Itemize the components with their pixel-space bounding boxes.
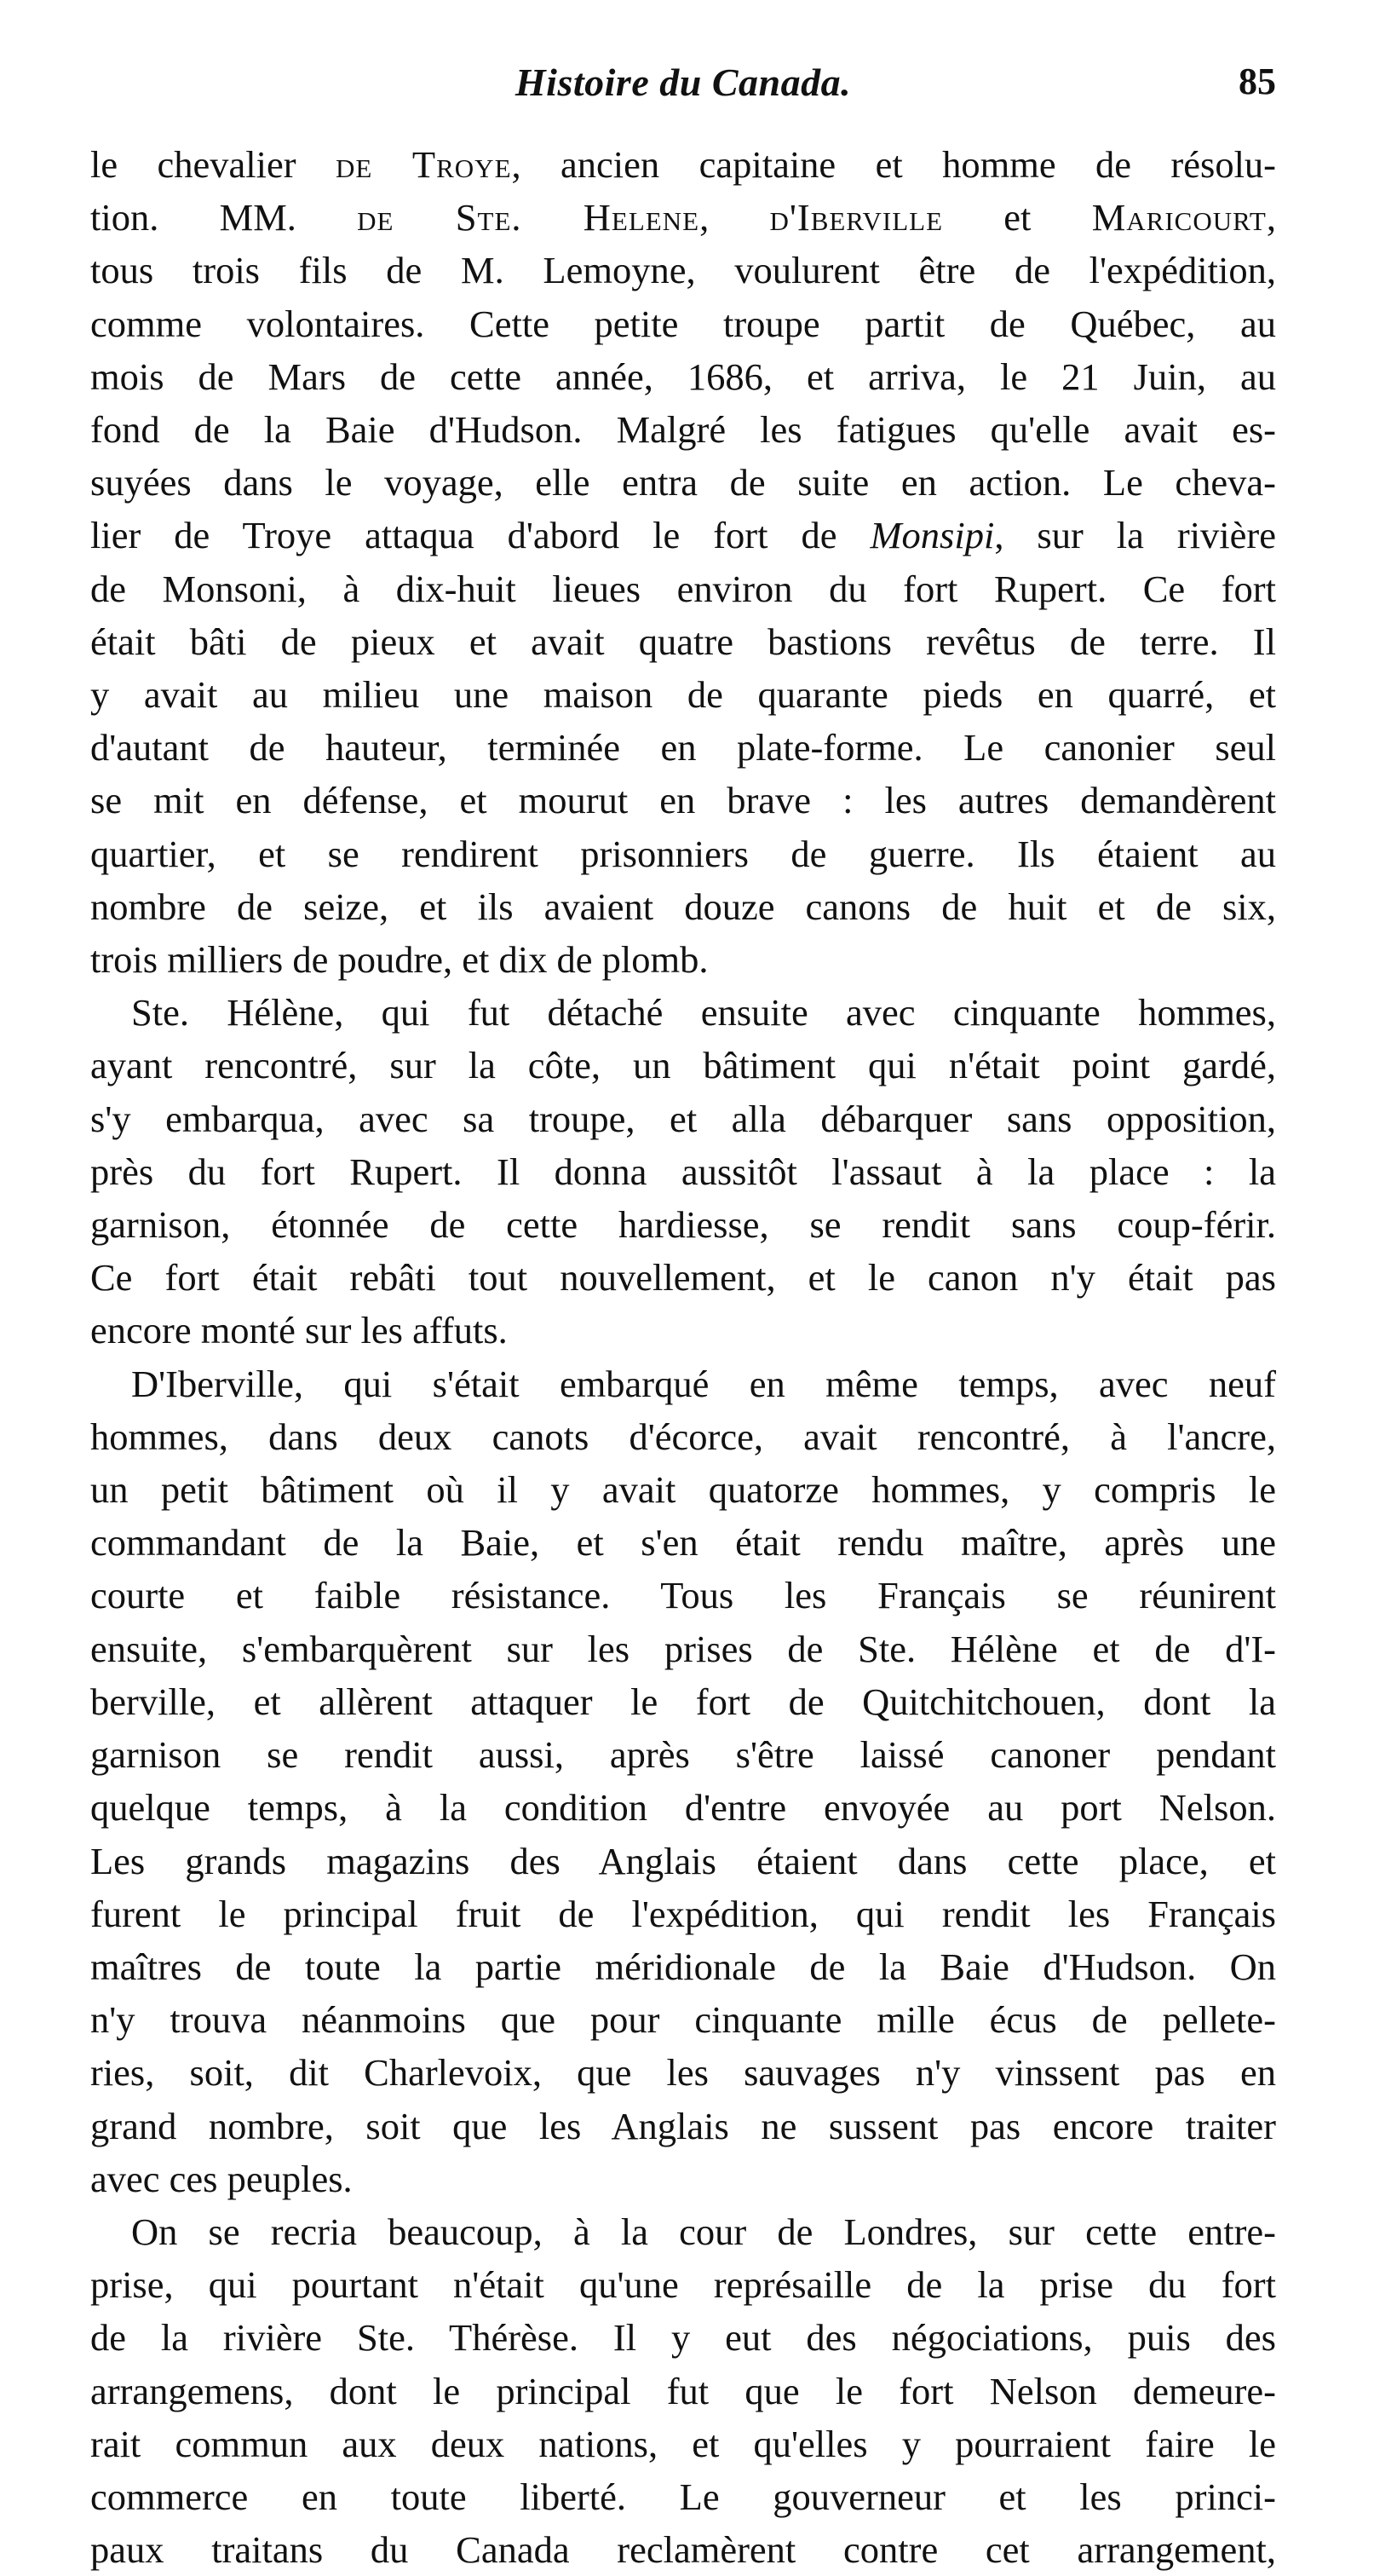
text-run: mois de Mars de cette année, 1686, et arriva, le 21 Juin, au [90,354,1276,398]
text-line [90,774,1276,827]
text-run: encore monté sur les affuts. [90,1309,508,1352]
text-line [90,1728,1276,1781]
text-run: et [943,196,1092,239]
text-run: garnison se rendit aussi, après s'être laissé canoner pendant [90,1733,1276,1777]
text-line [90,2205,1276,2258]
text-line [90,1516,1276,1569]
text-run: On se recria beaucoup, à la cour de Londres, sur cette entre- [131,2210,1276,2253]
text-run: Ce fort était rebâti tout nouvellement, et le canon n'y était pas [90,1256,1276,1300]
text-run: d'autant de hauteur, terminée en plate-forme. Le canonier seul [90,726,1276,769]
text-line [90,721,1276,774]
text-line [90,562,1276,615]
text-run: maîtres de toute la partie méridionale de la Baie d'Hudson. On [90,1945,1276,1988]
body-text [90,138,1276,2576]
page-number: 85 [1239,61,1276,102]
text-line [90,827,1276,880]
text-run: D'Iberville, qui s'était embarqué en même temps, avec neuf [131,1362,1276,1405]
text-run: , [1266,196,1276,239]
text-line [90,2365,1276,2418]
text-run: paux traitans du Canada reclamèrent contre cet arrangement, [90,2528,1276,2572]
running-head [90,51,1276,119]
text-run: quelque temps, à la condition d'entre envoyée au port Nelson. [90,1786,1276,1830]
text-run: s'y embarqua, avec sa troupe, et alla débarquer sans opposition, [90,1097,1276,1140]
text-line [90,1887,1276,1940]
text-line [90,1092,1276,1145]
text-line [90,1940,1276,1993]
small-caps-name: de Troye [336,143,512,186]
text-run: trois milliers de poudre, et dix de plomb. [90,938,709,982]
text-line [90,1993,1276,2046]
text-run: , ancien capitaine et homme de résolu- [511,143,1276,186]
text-run: arrangemens, dont le principal fut que le fort Nelson demeure- [90,2369,1276,2412]
text-line [90,2046,1276,2099]
text-run: ayant rencontré, sur la côte, un bâtiment qui n'était point gardé, [90,1044,1276,1087]
text-run: quartier, et se rendirent prisonniers de guerre. Ils étaient au [90,832,1276,875]
text-line [90,1198,1276,1251]
text-line [90,509,1276,562]
text-run: garnison, étonnée de cette hardiesse, se rendit sans coup-férir. [90,1203,1276,1247]
book-page [90,51,1276,2576]
text-line [90,1835,1276,1887]
text-run: tion. MM. [90,196,358,239]
text-run: avec ces peuples. [90,2157,353,2200]
text-line [90,297,1276,350]
small-caps-name: d'Iberville [769,196,944,239]
text-run: un petit bâtiment où il y avait quatorze hommes, y compris le [90,1468,1276,1512]
text-run: tous trois fils de M. Lemoyne, voulurent être de l'expédition, [90,249,1276,292]
text-line [90,615,1276,668]
text-run: ensuite, s'embarquèrent sur les prises de Ste. Hélène et de d'I- [90,1627,1276,1670]
text-line [90,1622,1276,1675]
text-line [90,1357,1276,1410]
text-line [90,1039,1276,1092]
text-run: se mit en défense, et mourut en brave : les autres demandèrent [90,779,1276,822]
text-line [90,1145,1276,1198]
text-run: ries, soit, dit Charlevoix, que les sauvages n'y vinssent pas en [90,2051,1276,2095]
text-run: hommes, dans deux canots d'écorce, avait rencontré, à l'ancre, [90,1415,1276,1458]
text-run: de Monsoni, à dix-huit lieues environ du fort Rupert. Ce fort [90,567,1276,610]
text-run: suyées dans le voyage, elle entra de suite en action. Le cheva- [90,461,1276,504]
text-line [90,1781,1276,1834]
text-run: comme volontaires. Cette petite troupe partit de Québec, au [90,302,1276,345]
text-line [90,2470,1276,2523]
text-run: prise, qui pourtant n'était qu'une représaille de la prise du fort [90,2263,1276,2307]
text-run: commandant de la Baie, et s'en était rendu maître, après une [90,1521,1276,1565]
text-line [90,1410,1276,1463]
text-run: grand nombre, soit que les Anglais ne sussent pas encore traiter [90,2104,1276,2147]
text-line [90,668,1276,721]
text-run: de la rivière Ste. Thérèse. Il y eut des négociations, puis des [90,2316,1276,2360]
text-line [90,2258,1276,2311]
text-run: rait commun aux deux nations, et qu'elles y pourraient faire le [90,2422,1276,2465]
text-line [90,2418,1276,2470]
text-line [90,138,1276,191]
text-run: berville, et allèrent attaquer le fort de Quitchitchouen, dont la [90,1680,1276,1723]
text-line [90,1675,1276,1728]
text-line [90,456,1276,509]
text-line [90,1304,1276,1357]
text-run: le chevalier [90,143,336,186]
text-line [90,2100,1276,2152]
text-run: était bâti de pieux et avait quatre bastions revêtus de terre. Il [90,620,1276,663]
text-run: près du fort Rupert. Il donna aussitôt l'assaut à la place : la [90,1150,1276,1193]
text-run: commerce en toute liberté. Le gouverneur et les princi- [90,2475,1276,2518]
text-run: Les grands magazins des Anglais étaient dans cette place, et [90,1839,1276,1882]
text-run: lier de Troye attaqua d'abord le fort de [90,514,871,557]
italic-text: Monsipi [870,514,995,557]
text-run: , [699,196,770,239]
text-line [90,191,1276,244]
text-line [90,986,1276,1039]
text-line [90,2152,1276,2205]
text-line [90,1251,1276,1304]
small-caps-name: de Ste. Helene [357,196,700,239]
text-line [90,2523,1276,2576]
text-run: n'y trouva néanmoins que pour cinquante mille écus de pellete- [90,1998,1276,2042]
text-line [90,244,1276,297]
text-run: fond de la Baie d'Hudson. Malgré les fatigues qu'elle avait es- [90,408,1276,452]
text-run: Ste. Hélène, qui fut détaché ensuite avec cinquante hommes, [131,991,1276,1034]
running-title: Histoire du Canada. [515,61,852,104]
text-line [90,1569,1276,1622]
text-line [90,880,1276,933]
small-caps-name: Maricourt [1091,196,1267,239]
text-line [90,350,1276,403]
text-run: , sur la rivière [994,514,1276,557]
text-run: courte et faible résistance. Tous les Français se réunirent [90,1574,1276,1617]
text-line [90,933,1276,986]
text-run: nombre de seize, et ils avaient douze canons de huit et de six, [90,885,1276,928]
text-line [90,1463,1276,1516]
text-line [90,2311,1276,2364]
text-run: furent le principal fruit de l'expédition, qui rendit les Français [90,1892,1276,1935]
text-run: y avait au milieu une maison de quarante pieds en quarré, et [90,673,1276,717]
text-line [90,403,1276,456]
